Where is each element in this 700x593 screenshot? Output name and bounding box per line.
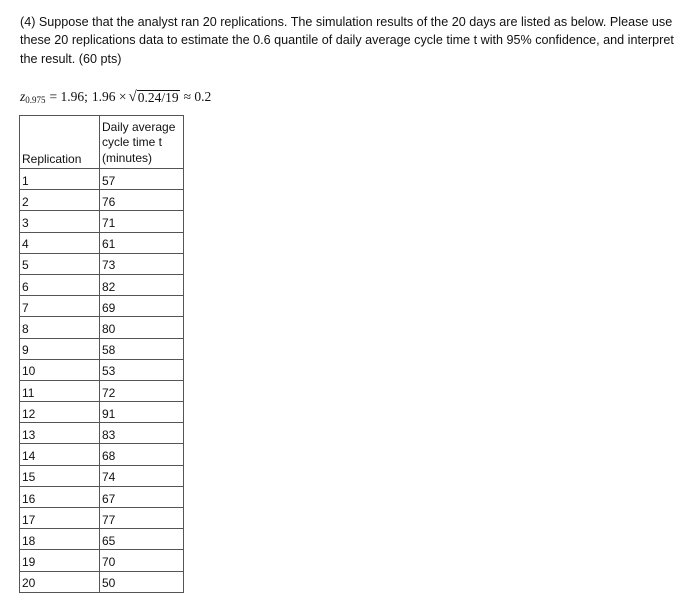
cycle-time-cell: 67 bbox=[100, 486, 184, 507]
table-row bbox=[20, 169, 184, 190]
table-row bbox=[20, 380, 184, 401]
coefficient: 1.96 × bbox=[91, 89, 127, 104]
cycle-time-cell: 70 bbox=[100, 550, 184, 571]
cycle-time-cell: 82 bbox=[100, 274, 184, 295]
cycle-time-cell: 80 bbox=[100, 317, 184, 338]
table-row bbox=[20, 253, 184, 274]
replication-cell: 1 bbox=[20, 169, 100, 190]
cycle-time-cell: 74 bbox=[100, 465, 184, 486]
table-row bbox=[20, 550, 184, 571]
replication-cell: 4 bbox=[20, 232, 100, 253]
cycle-time-cell: 71 bbox=[100, 211, 184, 232]
cycle-time-cell: 65 bbox=[100, 529, 184, 550]
table-body bbox=[20, 169, 184, 593]
cycle-time-cell: 77 bbox=[100, 508, 184, 529]
replication-cell: 20 bbox=[20, 571, 100, 592]
approximation: ≈ 0.2 bbox=[183, 89, 212, 104]
z-subscript: 0.975 bbox=[25, 95, 46, 105]
cycle-time-cell: 72 bbox=[100, 380, 184, 401]
replication-cell: 18 bbox=[20, 529, 100, 550]
problem-line: (4) Suppose that the analyst ran 20 replications. The simulation results of the 20 days are listed as below. Please use bbox=[20, 15, 673, 29]
replication-cell: 17 bbox=[20, 508, 100, 529]
table-row bbox=[20, 338, 184, 359]
header-cycle-time bbox=[100, 116, 184, 169]
cycle-time-cell: 53 bbox=[100, 359, 184, 380]
table-row bbox=[20, 190, 184, 211]
problem-statement bbox=[20, 13, 680, 68]
data-table-container bbox=[19, 115, 184, 593]
replication-cell: 16 bbox=[20, 486, 100, 507]
cycle-time-cell: 58 bbox=[100, 338, 184, 359]
cycle-time-cell: 83 bbox=[100, 423, 184, 444]
replication-cell: 10 bbox=[20, 359, 100, 380]
z-symbol: z bbox=[20, 89, 26, 104]
table-row bbox=[20, 465, 184, 486]
cycle-time-cell: 69 bbox=[100, 296, 184, 317]
cycle-time-cell: 73 bbox=[100, 253, 184, 274]
header-cycle-time-line: (minutes) bbox=[102, 150, 153, 165]
replication-cell: 15 bbox=[20, 465, 100, 486]
replication-cell: 5 bbox=[20, 253, 100, 274]
table-row bbox=[20, 508, 184, 529]
replication-cell: 2 bbox=[20, 190, 100, 211]
cycle-time-cell: 50 bbox=[100, 571, 184, 592]
table-row bbox=[20, 232, 184, 253]
replication-cell: 8 bbox=[20, 317, 100, 338]
table-header-row bbox=[20, 116, 184, 169]
cycle-time-cell: 91 bbox=[100, 402, 184, 423]
table-row bbox=[20, 359, 184, 380]
header-cycle-time-line: cycle time t bbox=[102, 135, 163, 149]
replication-cell: 12 bbox=[20, 402, 100, 423]
table-row bbox=[20, 486, 184, 507]
radicand: 0.24/19 bbox=[137, 89, 179, 105]
table-row bbox=[20, 402, 184, 423]
table-row bbox=[20, 529, 184, 550]
replication-cell: 3 bbox=[20, 211, 100, 232]
replication-cell: 7 bbox=[20, 296, 100, 317]
z-value: = 1.96; bbox=[49, 89, 88, 104]
replication-cell: 11 bbox=[20, 380, 100, 401]
problem-line: these 20 replications data to estimate the 0.6 quantile of daily average cycle time t with 95% confidence, and interpret bbox=[20, 33, 674, 48]
table-row bbox=[20, 296, 184, 317]
table-row bbox=[20, 571, 184, 592]
table-row bbox=[20, 211, 184, 232]
replication-cell: 13 bbox=[20, 423, 100, 444]
cycle-time-cell: 61 bbox=[100, 232, 184, 253]
header-replication: Replication bbox=[20, 116, 100, 169]
cycle-time-cell: 57 bbox=[100, 169, 184, 190]
problem-line: the result. (60 pts) bbox=[20, 51, 122, 66]
replication-cell: 14 bbox=[20, 444, 100, 465]
table-row bbox=[20, 274, 184, 295]
table-row bbox=[20, 423, 184, 444]
cycle-time-cell: 68 bbox=[100, 444, 184, 465]
formula bbox=[20, 86, 211, 108]
sqrt-icon: √ bbox=[128, 88, 137, 105]
table-row bbox=[20, 317, 184, 338]
replication-cell: 9 bbox=[20, 338, 100, 359]
replication-table bbox=[19, 115, 184, 593]
replication-cell: 19 bbox=[20, 550, 100, 571]
table-row bbox=[20, 444, 184, 465]
replication-cell: 6 bbox=[20, 274, 100, 295]
header-cycle-time-line: Daily average bbox=[102, 119, 176, 134]
cycle-time-cell: 76 bbox=[100, 190, 184, 211]
